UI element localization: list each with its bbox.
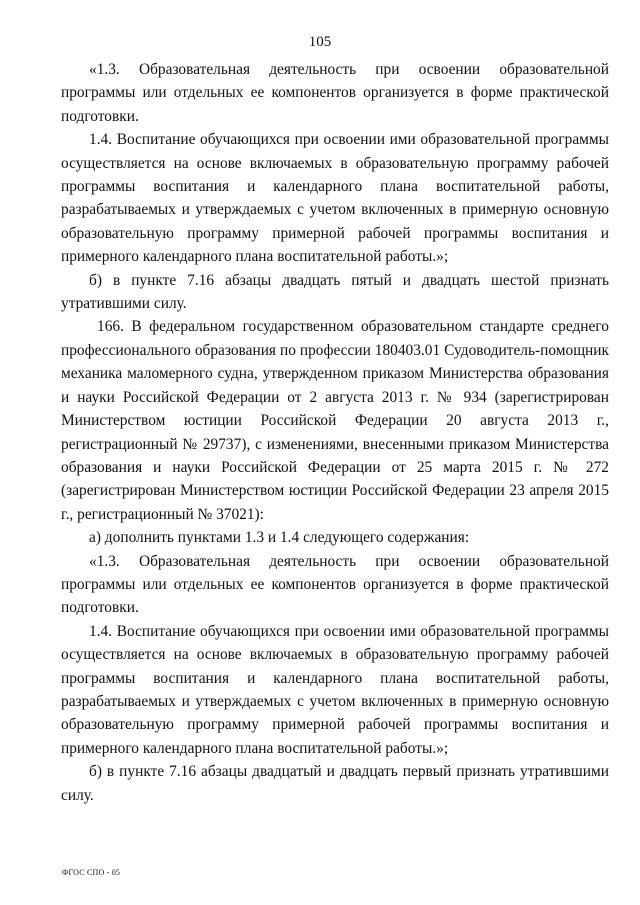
paragraph-166: 166. В федеральном государственном образовательном стандарте среднего профессионального образования по профессии 180403.01 Судоводитель-помощник механика маломерного судна, утвержденном приказом Министерства образования и науки Российской Федерации от 2 августа 2013 г. № 934 (зарегистрирован Министерством юстиции Российской Федерации 20 августа 2013 г., регистрационный № 29737), с изменениями, внесенными приказом Министерства образования и науки Российской Федерации от 25 марта 2015 г. № 272 (зарегистрирован Министерством юстиции Российской Федерации 23 апреля 2015 г., регистрационный № 37021): (61, 318, 609, 523)
paragraph-1-3-first: «1.3. Образовательная деятельность при освоении образовательной программы или отдельных ее компонентов организуется в форме практической подготовки. (61, 61, 609, 125)
paragraph-1-4-first: 1.4. Воспитание обучающихся при освоении ими образовательной программы осуществляется на основе включаемых в образовательную программу рабочей программы воспитания и календарного плана воспитательной работы, разрабатываемых и утверждаемых с учетом включенных в примерную основную образовательную программу примерной рабочей программы воспитания и примерного календарного плана воспитательной работы.»; (61, 131, 609, 266)
document-body (61, 58, 609, 807)
paragraph-7-16-second: б) в пункте 7.16 абзацы двадцатый и двадцать первый признать утратившими силу. (61, 763, 609, 804)
paragraph-item-a: а) дополнить пунктами 1.3 и 1.4 следующего содержания: (89, 529, 470, 547)
paragraph-7-16-first: б) в пункте 7.16 абзацы двадцать пятый и двадцать шестой признать утратившими силу. (61, 271, 609, 313)
page-number: 105 (308, 34, 332, 50)
paragraph-1-3-second: «1.3. Образовательная деятельность при освоении образовательной программы или отдельных ее компонентов организуется в форме практической подготовки. (61, 552, 609, 617)
footer-code: ФГОС СПО - 05 (62, 868, 121, 877)
paragraph-1-4-second: 1.4. Воспитание обучающихся при освоении ими образовательной программы осуществляется на основе включаемых в образовательную программу рабочей программы воспитания и календарного плана воспитательной работы, разрабатываемых и утверждаемых с учетом включенных в примерную основную образовательную программу примерной рабочей программы воспитания и примерного календарного плана воспитательной работы.»; (61, 622, 609, 757)
